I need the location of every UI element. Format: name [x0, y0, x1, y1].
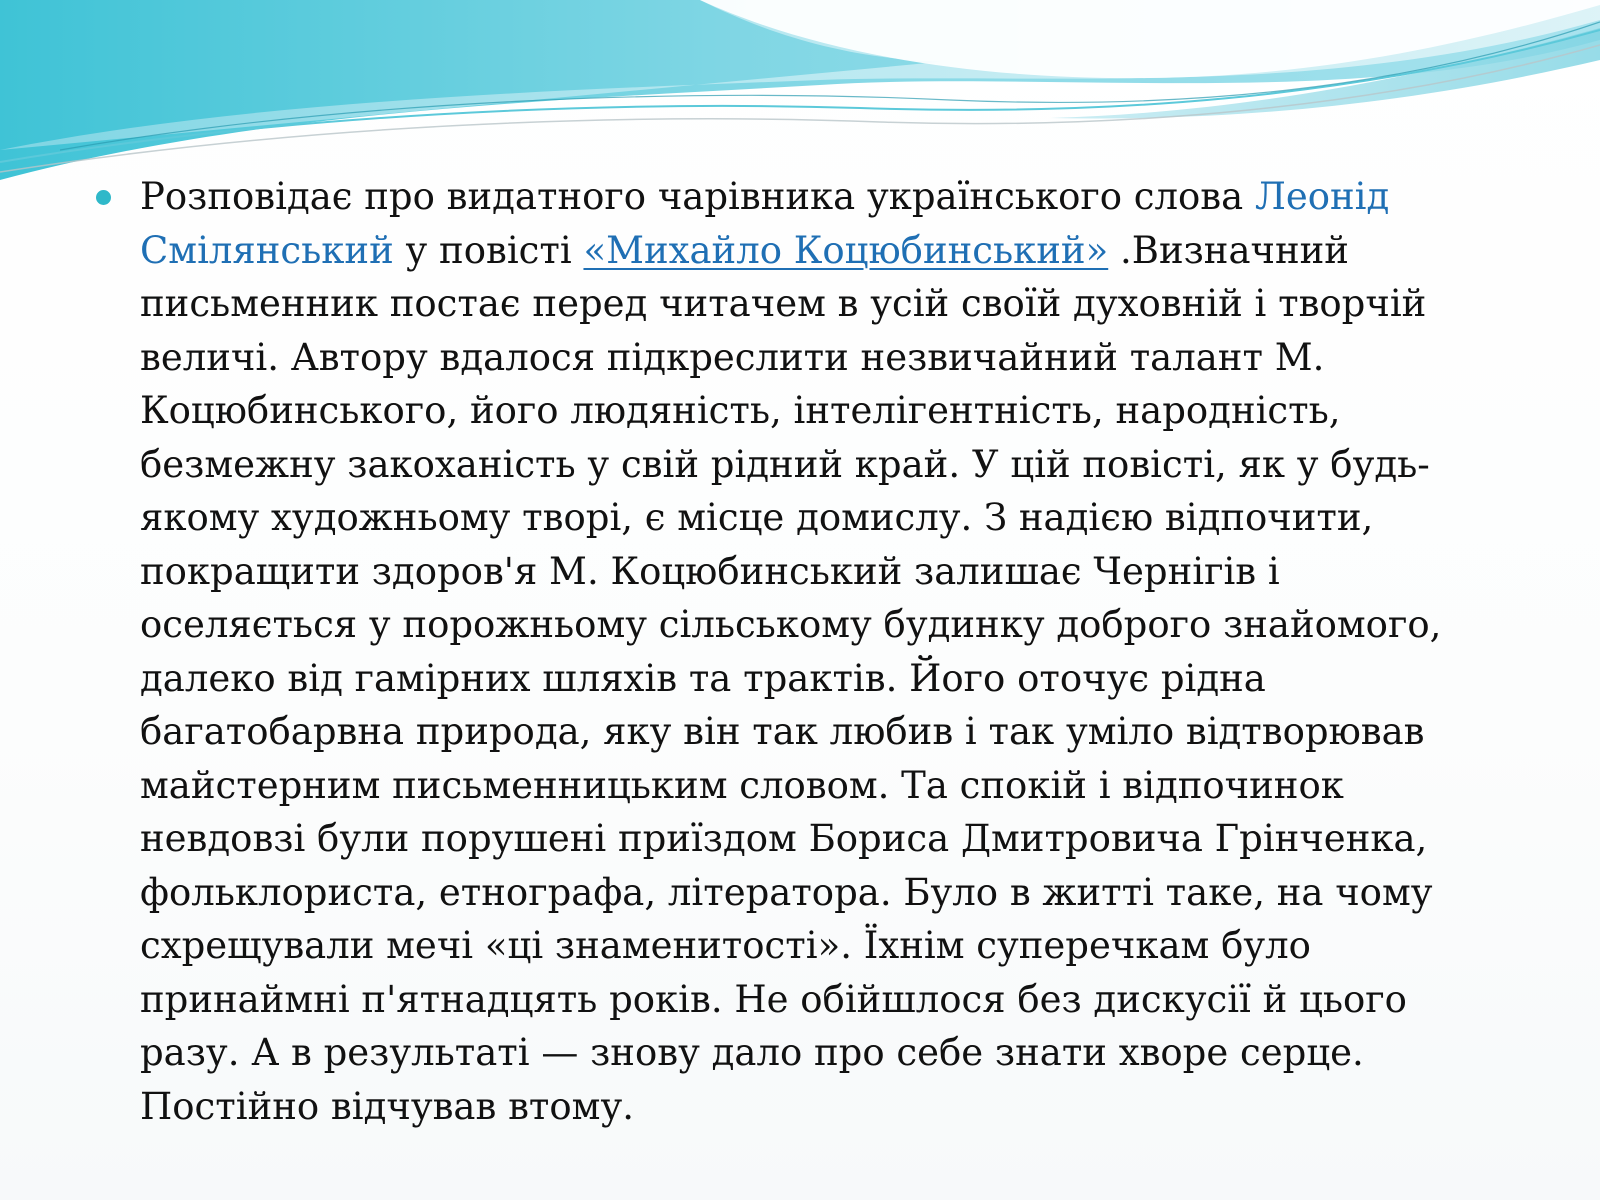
- bullet-paragraph: [140, 170, 1496, 1133]
- paragraph-mid: у повісті: [405, 228, 572, 272]
- paragraph-body: .Визначний письменник постає перед читачем в усій своїй духовній і творчій величі. Автору вдалося підкреслити незвичайний талант М. Коцюбинського, його людяність, інтелігентність, народність, безмежну закоханість у свій рідний край. У цій повісті, як у будь-якому художньому творі, є місце домислу. З надією відпочити, покращити здоров'я М. Коцюбинський залишає Чернігів і оселяється у порожньому сільському будинку доброго знайомого, далеко від гамірних шляхів та трактів. Його оточує рідна багатобарвна природа, яку він так любив і так уміло відтворював майстерним письменницьким словом. Та спокій і відпочинок невдовзі були порушені приїздом Бориса Дмитровича Грінченка, фольклориста, етнографа, літератора. Було в житті таке, на чому схрещували мечі «ці знаменитості». Їхнім суперечкам було принаймні п'ятнадцять років. Не обійшлося без дискусії й цього разу. А в результаті — знову дало про себе знати хворе серце. Постійно відчував втому.: [140, 228, 1442, 1128]
- content-area: [96, 170, 1496, 1133]
- author-link[interactable]: Леонід Смілянський: [140, 175, 1390, 272]
- bullet-item: [96, 170, 1496, 1133]
- paragraph-lead: Розповідає про видатного чарівника українського слова: [140, 175, 1244, 218]
- book-link[interactable]: «Михайло Коцюбинський»: [583, 228, 1109, 272]
- bullet-dot-icon: [96, 190, 111, 205]
